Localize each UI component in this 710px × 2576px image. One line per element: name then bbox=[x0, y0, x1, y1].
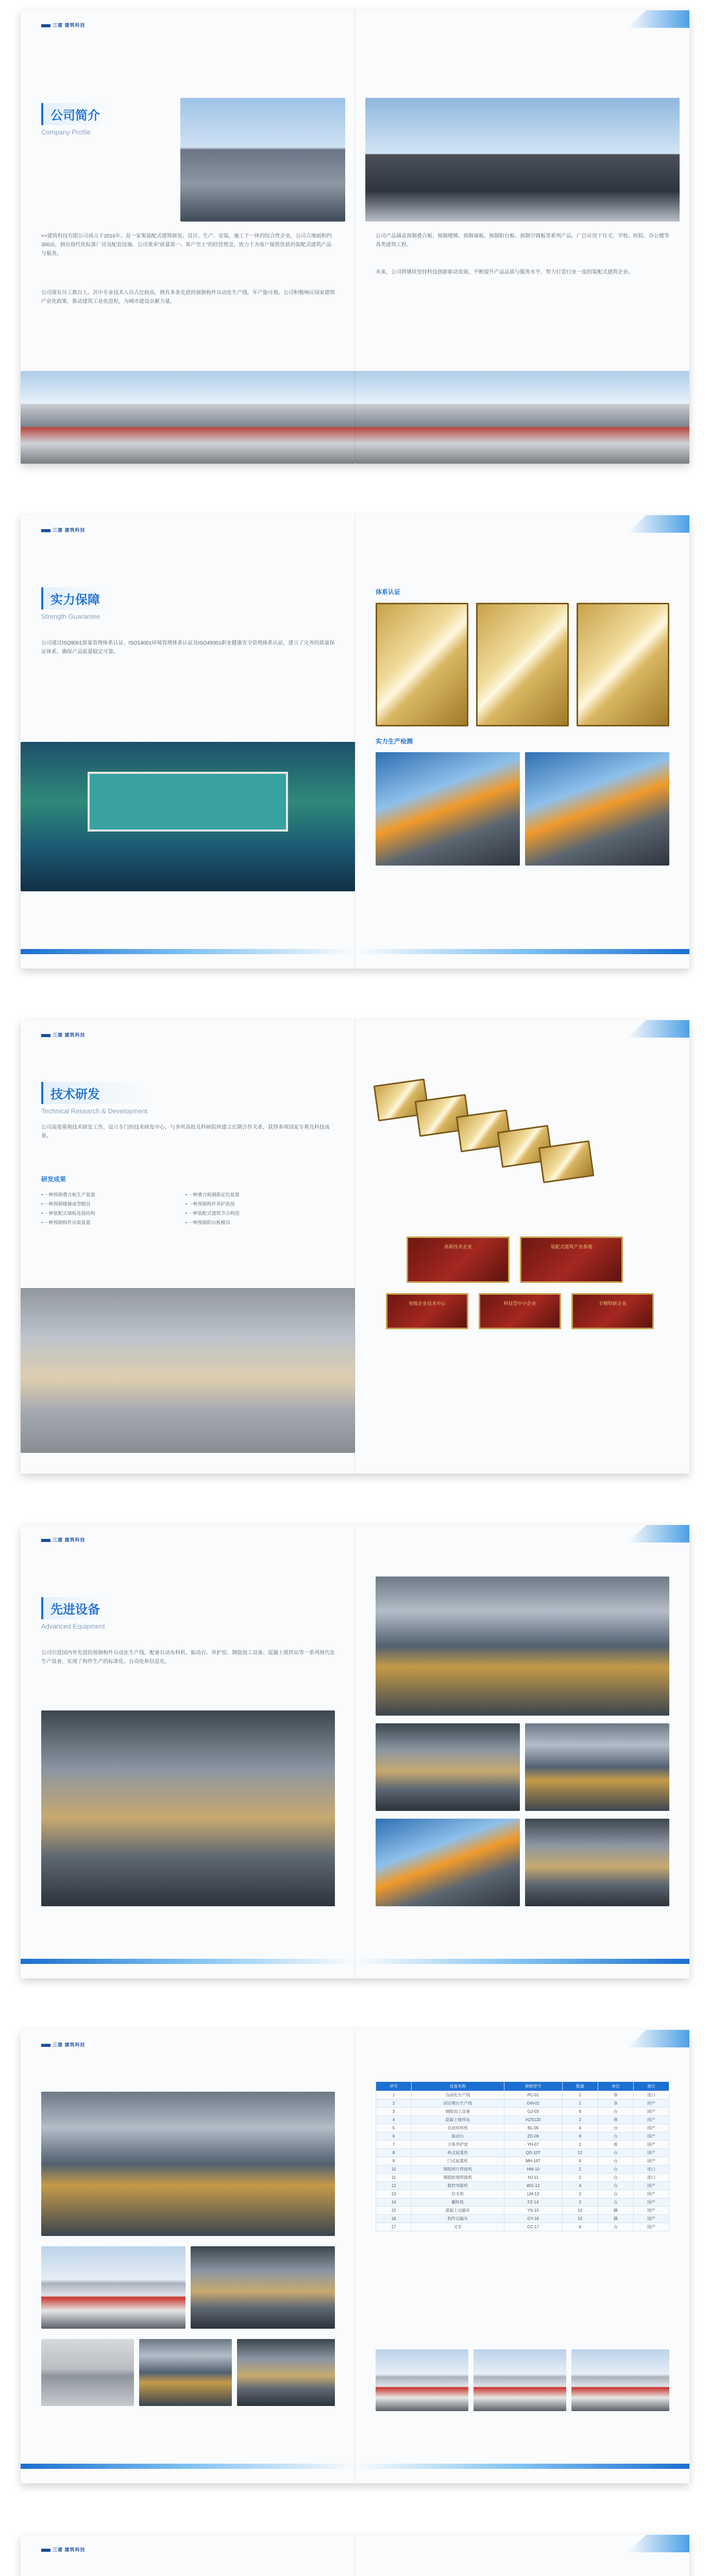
factory-front-photo bbox=[355, 371, 689, 464]
table-cell: 进口 bbox=[633, 2091, 669, 2099]
section-title-block bbox=[41, 1082, 147, 1115]
table-cell: 3 bbox=[376, 2108, 412, 2116]
corner-decoration bbox=[628, 1020, 689, 1038]
patent-item: • 一种预制叠合板生产装置 bbox=[41, 1190, 175, 1199]
patent-item: • 一种预制阳台板模具 bbox=[185, 1218, 330, 1227]
page-left bbox=[21, 1525, 355, 1978]
table-cell: PC-01 bbox=[504, 2091, 562, 2099]
table-cell: 9 bbox=[376, 2157, 412, 2165]
plant-photo bbox=[365, 98, 680, 222]
table-cell: WG-12 bbox=[504, 2182, 562, 2190]
table-cell: 8 bbox=[376, 2149, 412, 2157]
workshop-photo-5 bbox=[525, 1819, 669, 1906]
honor-plaque bbox=[520, 1236, 623, 1283]
table-cell: YH-07 bbox=[504, 2141, 562, 2149]
table-cell: 自动布料机 bbox=[412, 2124, 504, 2132]
table-cell: 桥式起重机 bbox=[412, 2149, 504, 2157]
section-title-block bbox=[41, 1597, 107, 1630]
table-row bbox=[376, 2190, 669, 2198]
table-cell: 10 bbox=[562, 2207, 598, 2215]
patent-item: • 一种预制楼梯成型模具 bbox=[41, 1199, 175, 1209]
table-row bbox=[376, 2198, 669, 2207]
equipment-table bbox=[376, 2081, 669, 2231]
table-cell: 6 bbox=[376, 2132, 412, 2141]
table-cell: YS-15 bbox=[504, 2207, 562, 2215]
table-cell: 振动台 bbox=[412, 2132, 504, 2141]
table-cell: 10 bbox=[376, 2165, 412, 2174]
table-cell: 翻转机 bbox=[412, 2198, 504, 2207]
table-cell: 条 bbox=[598, 2091, 633, 2099]
table-cell: 拉毛机 bbox=[412, 2190, 504, 2198]
section-title-block bbox=[41, 587, 107, 620]
corner-decoration bbox=[628, 2535, 689, 2552]
plaque-text: 高新技术企业 bbox=[444, 1244, 472, 1249]
patent-certificate bbox=[538, 1140, 595, 1183]
table-cell: 17 bbox=[376, 2223, 412, 2231]
page-right bbox=[355, 1020, 689, 1473]
table-row bbox=[376, 2132, 669, 2141]
brand-logo: 三建 建筑科技 bbox=[41, 1031, 86, 1038]
truck-photo bbox=[376, 2349, 468, 2411]
table-cell: 数控弯箍机 bbox=[412, 2182, 504, 2190]
table-cell: 2 bbox=[562, 2174, 598, 2182]
table-cell: GY-16 bbox=[504, 2215, 562, 2223]
page-right bbox=[355, 1525, 689, 1978]
table-cell: 钢筋加工设备 bbox=[412, 2108, 504, 2116]
plaque-text: 专精特新企业 bbox=[598, 1301, 627, 1306]
honor-plaque bbox=[386, 1293, 468, 1329]
patent-item: • 一种叠合板钢筋定位装置 bbox=[185, 1190, 330, 1199]
page-left bbox=[21, 515, 355, 969]
table-cell: 构件运输车 bbox=[412, 2215, 504, 2223]
cert-subhead: 体系认证 bbox=[376, 588, 401, 596]
bottom-band bbox=[21, 1959, 355, 1964]
table-cell: 国产 bbox=[633, 2099, 669, 2108]
table-cell: GJ-03 bbox=[504, 2108, 562, 2116]
spread-equipment bbox=[21, 1525, 689, 1978]
table-header: 序号 bbox=[376, 2082, 412, 2091]
table-cell: 1 bbox=[562, 2099, 598, 2108]
table-row bbox=[376, 2091, 669, 2099]
table-cell: 门式起重机 bbox=[412, 2157, 504, 2165]
table-cell: 台 bbox=[598, 2157, 633, 2165]
table-cell: ZD-06 bbox=[504, 2132, 562, 2141]
strength-paragraph: 公司通过ISO9001质量管理体系认证、ISO14001环境管理体系认证及ISO45001职业健康安全管理体系认证，建立了完善的质量保证体系，确保产品质量稳定可靠。 bbox=[41, 640, 335, 655]
section-title: 先进设备 bbox=[41, 1597, 107, 1619]
table-cell: GM-02 bbox=[504, 2099, 562, 2108]
table-cell: 固定模台生产线 bbox=[412, 2099, 504, 2108]
page-left bbox=[21, 1020, 355, 1473]
page-right bbox=[355, 515, 689, 969]
table-cell: 国产 bbox=[633, 2182, 669, 2190]
table-cell: HJ-11 bbox=[504, 2174, 562, 2182]
headquarters-photo bbox=[180, 98, 345, 222]
table-cell: 座 bbox=[598, 2116, 633, 2124]
table-row bbox=[376, 2124, 669, 2132]
patent-list-2 bbox=[185, 1190, 330, 1227]
production-line-photo bbox=[41, 1710, 335, 1906]
table-cell: 8 bbox=[562, 2132, 598, 2141]
table-row bbox=[376, 2165, 669, 2174]
table-row bbox=[376, 2108, 669, 2116]
patent-item: • 一种装配式建筑节点构造 bbox=[185, 1209, 330, 1218]
honor-plaque bbox=[479, 1293, 561, 1329]
honor-plaque bbox=[571, 1293, 654, 1329]
table-row bbox=[376, 2141, 669, 2149]
table-cell: 12 bbox=[562, 2149, 598, 2157]
table-row bbox=[376, 2174, 669, 2182]
table-cell: 13 bbox=[376, 2190, 412, 2198]
table-header: 设备名称 bbox=[412, 2082, 504, 2091]
table-row bbox=[376, 2215, 669, 2223]
table-cell: 国产 bbox=[633, 2198, 669, 2207]
lab-photo bbox=[21, 742, 355, 891]
plaque-text: 科技型中小企业 bbox=[503, 1301, 536, 1306]
table-cell: 国产 bbox=[633, 2141, 669, 2149]
certificate-1 bbox=[376, 603, 468, 726]
table-cell: 进口 bbox=[633, 2165, 669, 2174]
table-cell: MH-16T bbox=[504, 2157, 562, 2165]
table-cell: 辆 bbox=[598, 2215, 633, 2223]
table-cell: 台 bbox=[598, 2149, 633, 2157]
table-cell: 11 bbox=[376, 2174, 412, 2182]
table-cell: 国产 bbox=[633, 2124, 669, 2132]
section-title: 公司简介 bbox=[41, 103, 107, 125]
spread-rd bbox=[21, 1020, 689, 1473]
equipment-table-body bbox=[376, 2091, 669, 2231]
factory-gate-photo bbox=[21, 371, 355, 464]
table-header: 规格型号 bbox=[504, 2082, 562, 2091]
table-row bbox=[376, 2223, 669, 2231]
rd-subhead: 研发成果 bbox=[41, 1176, 66, 1183]
table-cell: 4 bbox=[562, 2157, 598, 2165]
table-cell: 16 bbox=[376, 2215, 412, 2223]
corner-decoration bbox=[628, 2030, 689, 2047]
table-cell: 立体养护窑 bbox=[412, 2141, 504, 2149]
table-cell: 2 bbox=[562, 2190, 598, 2198]
brand-logo: 三建 建筑科技 bbox=[41, 22, 86, 28]
table-cell: FZ-14 bbox=[504, 2198, 562, 2207]
table-cell: 叉车 bbox=[412, 2223, 504, 2231]
table-header: 备注 bbox=[633, 2082, 669, 2091]
patent-item: • 一种预制构件养护系统 bbox=[185, 1199, 330, 1209]
workshop-photo-2 bbox=[376, 1723, 520, 1811]
intro-paragraph: ××建筑科技有限公司成立于2016年，是一家集装配式建筑研发、设计、生产、安装、施工于一体的综合性企业，公司占地面积约300亩，拥有现代化标准厂房及配套设施。公司秉承“质量第一、客户至上”的经营理念，致力于为客户提供优质的装配式建筑产品与服务。 bbox=[41, 233, 332, 257]
table-cell: QD-10T bbox=[504, 2149, 562, 2157]
table-cell: 台 bbox=[598, 2190, 633, 2198]
section-title: 实力保障 bbox=[41, 587, 107, 609]
table-cell: 5 bbox=[376, 2124, 412, 2132]
patent-item: • 一种装配式墙板连接结构 bbox=[41, 1209, 175, 1218]
factory-background bbox=[21, 1288, 355, 1453]
equipment-paragraph: 公司引进国内外先进的预制构件自动化生产线，配备自动布料机、振动台、养护窑、钢筋加工设备、混凝土搅拌站等一系列现代化生产设备，实现了构件生产的标准化、自动化和信息化。 bbox=[41, 1650, 335, 1665]
corner-decoration bbox=[628, 1525, 689, 1543]
steel-workshop-photo bbox=[41, 2092, 335, 2236]
patent-list-1 bbox=[41, 1190, 175, 1227]
workshop-photo-3 bbox=[525, 1723, 669, 1811]
section-subtitle: Advanced Equipment bbox=[41, 1622, 105, 1630]
section-title-block bbox=[41, 103, 107, 136]
section-subtitle: Strength Guarantee bbox=[41, 613, 100, 620]
inspection-subhead: 实力生产检测 bbox=[376, 738, 413, 745]
page-left bbox=[21, 2030, 355, 2483]
table-row bbox=[376, 2149, 669, 2157]
table-cell: 台 bbox=[598, 2223, 633, 2231]
table-cell: 2 bbox=[562, 2198, 598, 2207]
gantry-photo bbox=[191, 2246, 335, 2329]
table-cell: 2 bbox=[376, 2099, 412, 2108]
certificate-3 bbox=[577, 603, 669, 726]
page-right bbox=[355, 2030, 689, 2483]
table-row bbox=[376, 2207, 669, 2215]
spread-products bbox=[21, 2535, 689, 2576]
spread-equipment-list bbox=[21, 2030, 689, 2483]
equipment-photo bbox=[41, 2339, 134, 2406]
brand-logo: 三建 建筑科技 bbox=[41, 2546, 86, 2553]
patent-item: • 一种预制构件吊装装置 bbox=[41, 1218, 175, 1227]
right-paragraph-2: 未来，公司将继续坚持科技创新驱动发展，不断提升产品品质与服务水平，努力打造行业一流的装配式建筑企业。 bbox=[376, 269, 633, 275]
truck-photo bbox=[474, 2349, 566, 2411]
table-cell: 14 bbox=[376, 2198, 412, 2207]
table-cell: 台 bbox=[598, 2174, 633, 2182]
table-cell: 辆 bbox=[598, 2207, 633, 2215]
table-cell: 台 bbox=[598, 2132, 633, 2141]
table-cell: 4 bbox=[376, 2116, 412, 2124]
brand-logo: 三建 建筑科技 bbox=[41, 527, 86, 533]
bottom-band bbox=[355, 1959, 689, 1964]
equipment-photo bbox=[237, 2339, 335, 2406]
table-header-row bbox=[376, 2082, 669, 2091]
table-cell: 国产 bbox=[633, 2116, 669, 2124]
corner-decoration bbox=[628, 515, 689, 533]
table-cell: 2 bbox=[562, 2091, 598, 2099]
page-right bbox=[355, 10, 689, 464]
table-cell: 4 bbox=[562, 2182, 598, 2190]
table-cell: 国产 bbox=[633, 2190, 669, 2198]
table-cell: 条 bbox=[598, 2099, 633, 2108]
table-cell: 台 bbox=[598, 2198, 633, 2207]
bottom-band bbox=[21, 2464, 355, 2469]
section-title: 技术研发 bbox=[41, 1082, 147, 1104]
table-cell: 国产 bbox=[633, 2149, 669, 2157]
table-cell: 混凝土运输车 bbox=[412, 2207, 504, 2215]
table-cell: 15 bbox=[562, 2215, 598, 2223]
section-subtitle: Company Profile bbox=[41, 128, 91, 136]
brand-logo: 三建 建筑科技 bbox=[41, 2041, 86, 2048]
workshop-photo-4 bbox=[376, 1819, 520, 1906]
honor-plaque bbox=[407, 1236, 510, 1283]
table-cell: 2 bbox=[562, 2141, 598, 2149]
table-cell: 6 bbox=[562, 2223, 598, 2231]
table-row bbox=[376, 2182, 669, 2190]
table-cell: 国产 bbox=[633, 2108, 669, 2116]
brand-logo: 三建 建筑科技 bbox=[41, 1536, 86, 1543]
table-row bbox=[376, 2099, 669, 2108]
table-header: 单位 bbox=[598, 2082, 633, 2091]
table-header: 数量 bbox=[562, 2082, 598, 2091]
table-cell: 钢筋桁架焊接机 bbox=[412, 2174, 504, 2182]
corner-decoration bbox=[628, 10, 689, 28]
table-cell: 混凝土搅拌站 bbox=[412, 2116, 504, 2124]
table-cell: 6 bbox=[562, 2108, 598, 2116]
inspection-photo-1 bbox=[376, 752, 520, 866]
bottom-band bbox=[355, 2464, 689, 2469]
table-cell: CC-17 bbox=[504, 2223, 562, 2231]
table-cell: 7 bbox=[376, 2141, 412, 2149]
truck-photo bbox=[571, 2349, 669, 2411]
intro-paragraph-2: 公司现有员工数百人，其中专业技术人员占比较高，拥有多条先进的预制构件自动化生产线，年产能可观。公司积极响应国家建筑产业化政策，推动建筑工业化进程，为城市建设贡献力量。 bbox=[41, 290, 335, 304]
table-cell: 12 bbox=[376, 2182, 412, 2190]
table-cell: 国产 bbox=[633, 2207, 669, 2215]
table-cell: 自动化生产线 bbox=[412, 2091, 504, 2099]
table-cell: BL-05 bbox=[504, 2124, 562, 2132]
bottom-band bbox=[21, 949, 355, 954]
plaque-text: 装配式建筑产业基地 bbox=[550, 1244, 593, 1249]
table-cell: HW-10 bbox=[504, 2165, 562, 2174]
rd-paragraph: 公司高度重视技术研发工作，设立专门的技术研发中心，与多所高校及科研院所建立长期合作关系，获得多项国家专利及科技成果。 bbox=[41, 1125, 330, 1139]
table-cell: 2 bbox=[562, 2165, 598, 2174]
page-left bbox=[21, 2535, 355, 2576]
table-cell: 4 bbox=[562, 2124, 598, 2132]
table-cell: 钢筋网片焊接机 bbox=[412, 2165, 504, 2174]
table-cell: 台 bbox=[598, 2182, 633, 2190]
equipment-photo bbox=[139, 2339, 232, 2406]
table-cell: LM-13 bbox=[504, 2190, 562, 2198]
table-cell: 座 bbox=[598, 2141, 633, 2149]
mixing-plant-photo bbox=[41, 2246, 185, 2329]
spread-strength bbox=[21, 515, 689, 969]
page-left bbox=[21, 10, 355, 464]
page-right bbox=[355, 2535, 689, 2576]
table-cell: 国产 bbox=[633, 2223, 669, 2231]
bottom-band bbox=[355, 949, 689, 954]
table-cell: 国产 bbox=[633, 2132, 669, 2141]
table-cell: 15 bbox=[376, 2207, 412, 2215]
table-cell: 国产 bbox=[633, 2157, 669, 2165]
certificate-2 bbox=[476, 603, 569, 726]
table-row bbox=[376, 2116, 669, 2124]
table-cell: 1 bbox=[376, 2091, 412, 2099]
right-paragraph: 公司产品涵盖预制叠合板、预制楼梯、预制墙板、预制阳台板、预制空调板等系列产品，广泛应用于住宅、学校、医院、办公楼等各类建筑工程。 bbox=[376, 233, 669, 248]
table-cell: 台 bbox=[598, 2124, 633, 2132]
workshop-photo bbox=[376, 1577, 669, 1716]
table-cell: 2 bbox=[562, 2116, 598, 2124]
spread-company-profile bbox=[21, 10, 689, 464]
inspection-photo-2 bbox=[525, 752, 669, 866]
table-cell: HZS120 bbox=[504, 2116, 562, 2124]
table-cell: 台 bbox=[598, 2108, 633, 2116]
plaque-text: 省级企业技术中心 bbox=[408, 1301, 446, 1306]
table-cell: 进口 bbox=[633, 2174, 669, 2182]
table-cell: 台 bbox=[598, 2165, 633, 2174]
table-row bbox=[376, 2157, 669, 2165]
section-subtitle: Technical Research & Development bbox=[41, 1107, 147, 1115]
table-cell: 国产 bbox=[633, 2215, 669, 2223]
